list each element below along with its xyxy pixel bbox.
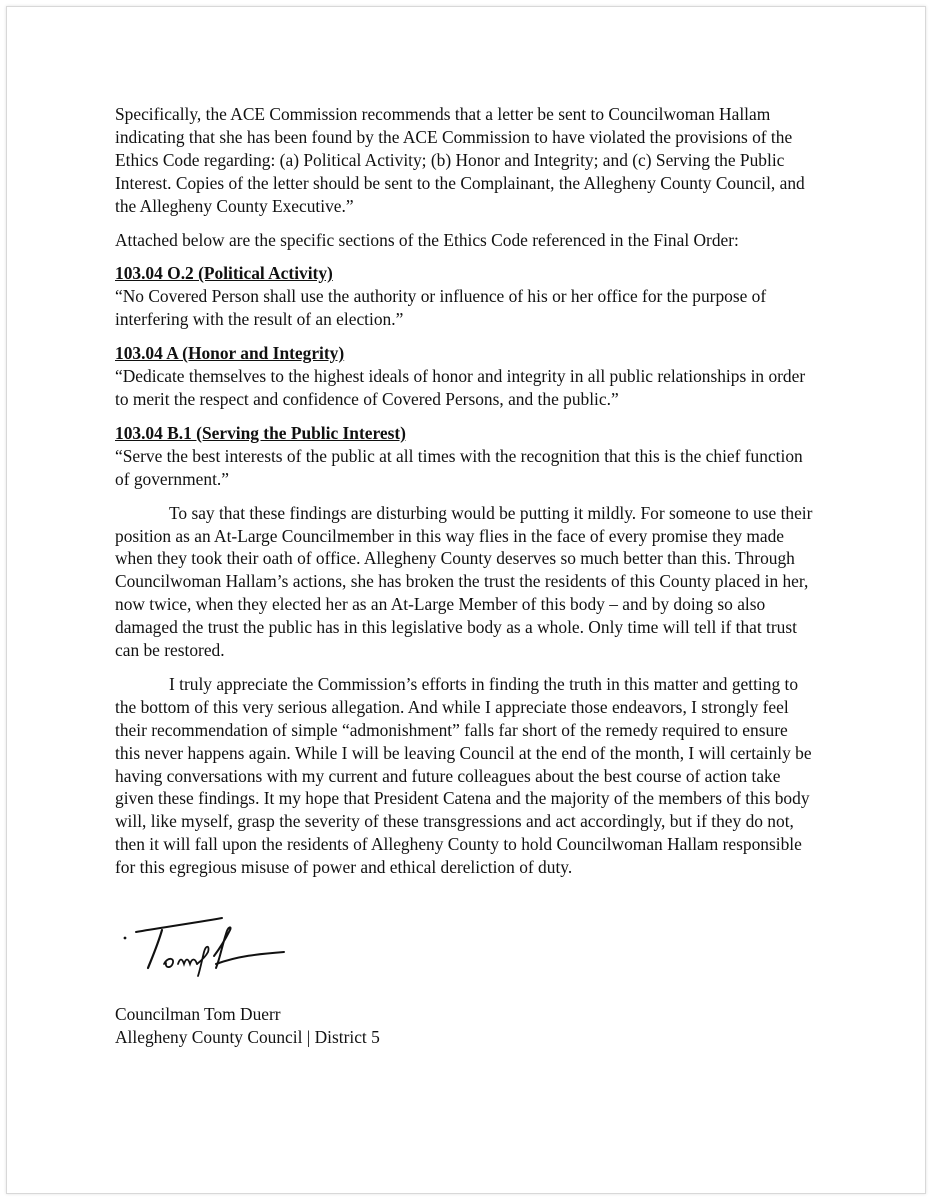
signer-name: Councilman Tom Duerr (115, 1004, 281, 1024)
section-heading-honor-integrity: 103.04 A (Honor and Integrity) (115, 343, 345, 364)
section-heading-public-interest: 103.04 B.1 (Serving the Public Interest) (115, 422, 406, 443)
attached-sections-paragraph: Attached below are the specific sections of the Ethics Code referenced in the Final Order: (115, 229, 739, 250)
handwritten-signature (118, 908, 288, 980)
intro-quote-paragraph: Specifically, the ACE Commission recommends that a letter be sent to Councilwoman Hallam indicating that she has been found by the ACE Commission to have violated the provisions of the Ethics Code regarding: (a) Political Activity; (b) Honor and Integrity; and (c) Serving the Public Interest. Copies of the letter should be sent to the Complainant, the Allegheny County Council, and the Allegheny County Executive.” (115, 104, 805, 216)
section-text-political-activity: “No Covered Person shall use the authority or influence of his or her office for the purpose of interfering with the result of an election.” (115, 286, 767, 330)
letter-body (115, 103, 815, 879)
section-text-honor-integrity: “Dedicate themselves to the highest ideals of honor and integrity in all public relationships in order to merit the respect and confidence of Covered Persons, and the public.” (115, 366, 806, 409)
section-text-public-interest: “Serve the best interests of the public at all times with the recognition that this is the chief function of government.” (115, 445, 803, 489)
signature-block (115, 1003, 380, 1049)
section-heading-political-activity: 103.04 O.2 (Political Activity) (115, 263, 333, 284)
appreciation-paragraph: I truly appreciate the Commission’s efforts in finding the truth in this matter and getting to the bottom of this very serious allegation. And while I appreciate those endeavors, I strongly feel their recommendation of simple “admonishment” falls far short of the remedy required to ensure this never happens again. While I will be leaving Council at the end of the month, I will certainly be having conversations with my current and future colleagues about the best course of action take given these findings. It my hope that President Catena and the majority of the members of this body will, like myself, grasp the severity of these transgressions and act accordingly, but if they do not, then it will fall upon the residents of Allegheny County to hold Councilwoman Hallam responsible for this egregious misuse of power and ethical dereliction of duty. (115, 673, 812, 878)
findings-paragraph: To say that these findings are disturbing would be putting it mildly. For someone to use their position as an At-Large Councilmember in this way flies in the face of every promise they made when they took their oath of office. Allegheny County deserves so much better than this. Through Councilwoman Hallam’s actions, she has broken the trust the residents of this County placed in her, now twice, when they elected her as an At-Large Member of this body – and by doing so also damaged the trust the public has in this legislative body as a whole. Only time will tell if that trust can be restored. (115, 502, 813, 661)
signer-office: Allegheny County Council | District 5 (115, 1026, 380, 1047)
